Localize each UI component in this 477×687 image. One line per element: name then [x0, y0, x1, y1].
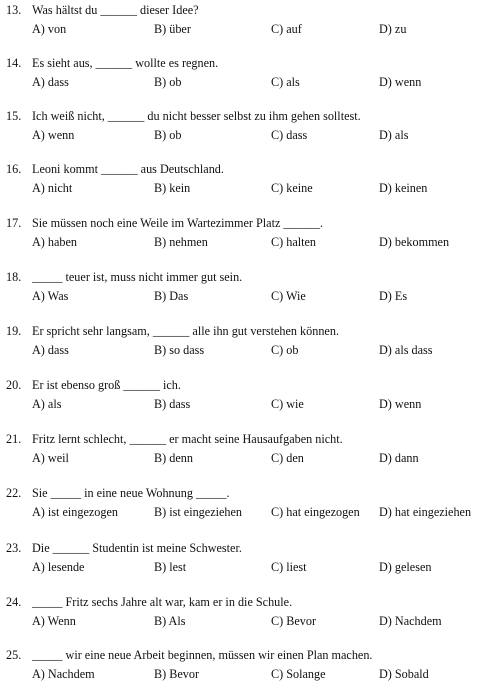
option-d: D) bekommen [379, 235, 450, 249]
option-a: A) dass [32, 343, 69, 357]
question-text: Sie _____ in eine neue Wohnung _____. [32, 486, 230, 500]
question-text: Die ______ Studentin ist meine Schwester. [32, 541, 242, 555]
question-number: 22. [6, 486, 22, 500]
option-c: C) den [271, 451, 304, 465]
question-text: _____ teuer ist, muss nicht immer gut sein. [32, 270, 243, 284]
option-b: B) lest [154, 560, 187, 574]
option-c: C) auf [271, 22, 302, 36]
option-c: C) keine [271, 181, 313, 195]
option-b: B) so dass [154, 343, 205, 357]
question-number: 24. [6, 595, 22, 609]
option-c: C) Bevor [271, 614, 317, 628]
question-number: 16. [6, 162, 22, 176]
option-a: A) wenn [32, 128, 75, 142]
option-a: A) ist eingezogen [32, 505, 118, 519]
option-c: C) dass [271, 128, 308, 142]
question-18 [0, 269, 477, 309]
question-number: 23. [6, 541, 22, 555]
option-b: B) ist eingeziehen [154, 505, 242, 519]
option-c: C) als [271, 75, 300, 89]
question-number: 25. [6, 648, 22, 662]
question-text: Was hältst du ______ dieser Idee? [32, 3, 199, 17]
option-c: C) Solange [271, 667, 326, 681]
question-number: 19. [6, 324, 22, 338]
question-number: 18. [6, 270, 22, 284]
question-number: 17. [6, 216, 22, 230]
option-d: D) als [379, 128, 409, 142]
question-14 [0, 55, 477, 95]
question-number: 20. [6, 378, 22, 392]
option-b: B) Als [154, 614, 186, 628]
option-b: B) ob [154, 128, 182, 142]
option-b: B) denn [154, 451, 193, 465]
question-number: 15. [6, 109, 22, 123]
option-d: D) wenn [379, 397, 422, 411]
option-a: A) lesende [32, 560, 85, 574]
option-b: B) Das [154, 289, 189, 303]
option-a: A) Nachdem [32, 667, 95, 681]
option-d: D) gelesen [379, 560, 432, 574]
option-d: D) hat eingeziehen [379, 505, 472, 519]
question-number: 14. [6, 56, 22, 70]
question-text: Er ist ebenso groß ______ ich. [32, 378, 181, 392]
option-c: C) hat eingezogen [271, 505, 360, 519]
option-a: A) Wenn [32, 614, 76, 628]
question-23 [0, 540, 477, 580]
question-13 [0, 2, 477, 42]
question-text: Er spricht sehr langsam, ______ alle ihn gut verstehen können. [32, 324, 339, 338]
option-a: A) als [32, 397, 62, 411]
question-25 [0, 647, 477, 687]
option-b: B) über [154, 22, 191, 36]
option-c: C) wie [271, 397, 304, 411]
option-d: D) Es [379, 289, 408, 303]
question-text: Fritz lernt schlecht, ______ er macht seine Hausaufgaben nicht. [32, 432, 343, 446]
question-text: Es sieht aus, ______ wollte es regnen. [32, 56, 219, 70]
option-d: D) keinen [379, 181, 428, 195]
question-22 [0, 485, 477, 525]
option-c: C) halten [271, 235, 317, 249]
option-c: C) Wie [271, 289, 306, 303]
question-15 [0, 108, 477, 148]
question-20 [0, 377, 477, 417]
option-b: B) kein [154, 181, 191, 195]
question-text: _____ Fritz sechs Jahre alt war, kam er in die Schule. [32, 595, 293, 609]
question-text: Sie müssen noch eine Weile im Wartezimmer Platz ______. [32, 216, 324, 230]
question-text: Ich weiß nicht, ______ du nicht besser selbst zu ihm gehen solltest. [32, 109, 361, 123]
option-b: B) dass [154, 397, 191, 411]
question-24 [0, 594, 477, 634]
question-21 [0, 431, 477, 471]
option-d: D) dann [379, 451, 419, 465]
option-b: B) nehmen [154, 235, 208, 249]
question-text: Leoni kommt ______ aus Deutschland. [32, 162, 224, 176]
option-a: A) haben [32, 235, 78, 249]
option-a: A) dass [32, 75, 69, 89]
option-c: C) liest [271, 560, 307, 574]
question-text: _____ wir eine neue Arbeit beginnen, müssen wir einen Plan machen. [32, 648, 373, 662]
question-number: 21. [6, 432, 22, 446]
option-c: C) ob [271, 343, 299, 357]
option-b: B) ob [154, 75, 182, 89]
question-16 [0, 161, 477, 201]
option-d: D) Nachdem [379, 614, 442, 628]
option-a: A) von [32, 22, 67, 36]
option-b: B) Bevor [154, 667, 200, 681]
option-d: D) zu [379, 22, 407, 36]
option-a: A) Was [32, 289, 69, 303]
question-number: 13. [6, 3, 22, 17]
question-19 [0, 323, 477, 363]
option-a: A) nicht [32, 181, 73, 195]
question-17 [0, 215, 477, 255]
option-d: D) als dass [379, 343, 433, 357]
option-a: A) weil [32, 451, 69, 465]
option-d: D) wenn [379, 75, 422, 89]
option-d: D) Sobald [379, 667, 429, 681]
